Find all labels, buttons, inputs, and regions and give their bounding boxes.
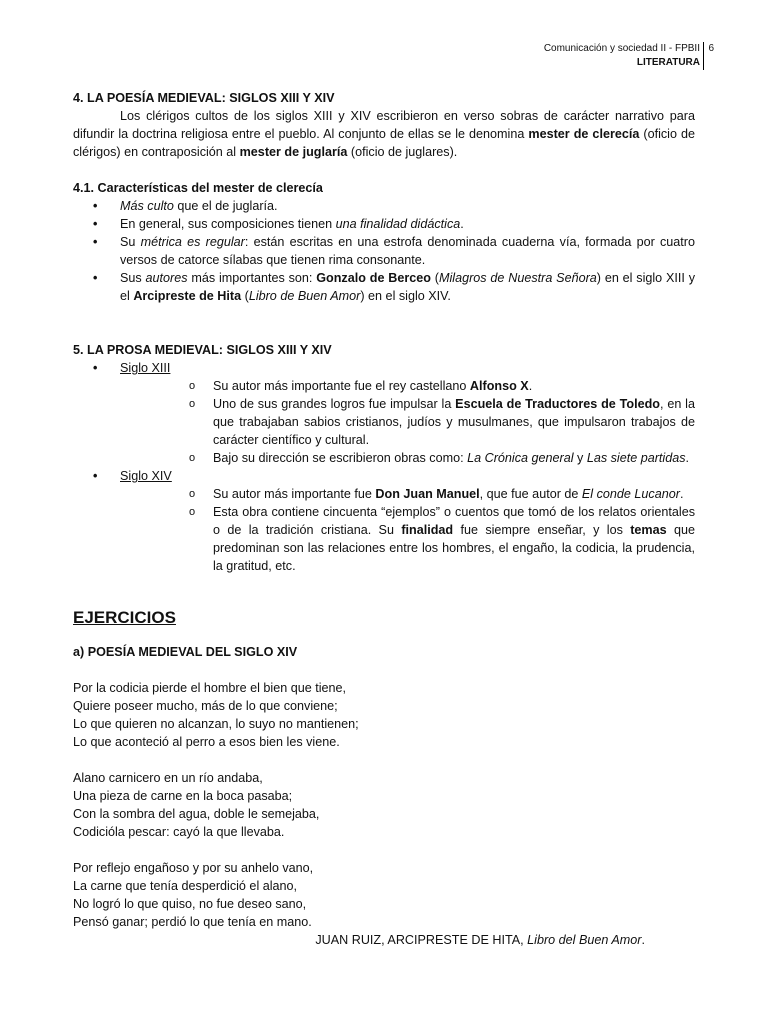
list-item: [73, 467, 695, 575]
text: Libro del Buen Amor: [527, 933, 642, 947]
section4-title: 4. LA POESÍA MEDIEVAL: SIGLOS XIII Y XIV: [73, 91, 335, 105]
text: ) en el siglo XIII y el: [120, 271, 696, 303]
text: , que fue autor de: [479, 487, 582, 501]
list-item: [73, 215, 695, 233]
exercises-subheading: a) POESÍA MEDIEVAL DEL SIGLO XIV: [73, 645, 298, 659]
page-content: [73, 89, 695, 949]
text: Bajo su dirección se escribieron obras como:: [213, 451, 468, 465]
verse-line: Por la codicia pierde el hombre el bien que tiene,: [73, 681, 347, 695]
poem-attribution: [73, 931, 695, 949]
text: finalidad: [401, 523, 454, 537]
poem: [73, 679, 695, 931]
exercises-heading: EJERCICIOS: [73, 608, 176, 627]
text: métrica es regular: [140, 235, 245, 249]
page-number: 6: [708, 43, 714, 54]
list-item: [166, 377, 695, 395]
characteristics-list: [73, 197, 695, 305]
text: .: [679, 487, 684, 501]
text: que predominan son las relaciones entre los hombres, el engaño, la codicia, la prudencia, la gratitud, etc.: [213, 523, 695, 573]
text: y: [573, 451, 587, 465]
text: La Crónica general: [467, 451, 574, 465]
section5-title: 5. LA PROSA MEDIEVAL: SIGLOS XIII Y XIV: [73, 343, 332, 357]
verse-line: Una pieza de carne en la boca pasaba;: [73, 789, 293, 803]
text: Libro de Buen Amor: [248, 289, 361, 303]
verse-line: Con la sombra del agua, doble le semejaba,: [73, 807, 320, 821]
text: Gonzalo de Berceo: [316, 271, 431, 285]
text: Uno de sus grandes logros fue impulsar la: [213, 397, 456, 411]
text: (oficio de clérigos) en contraposición al: [73, 127, 696, 159]
header-divider: [703, 42, 704, 70]
verse-line: Por reflejo engañoso y por su anhelo vano,: [73, 861, 314, 875]
text: una finalidad didáctica: [335, 217, 461, 231]
text: El conde Lucanor: [581, 487, 680, 501]
verse-line: No logró lo que quiso, no fue deseo sano,: [73, 897, 307, 911]
text: (: [241, 289, 249, 303]
text: Su autor más importante fue el rey castellano: [213, 379, 470, 393]
text: Las siete partidas: [586, 451, 686, 465]
verse-line: Codicióla pescar: cayó la que llevaba.: [73, 825, 285, 839]
sublist: [120, 377, 695, 467]
text: ) en el siglo XIV.: [360, 289, 451, 303]
century-label: Siglo XIII: [120, 361, 171, 375]
text: En general, sus composiciones tienen: [120, 217, 336, 231]
text: .: [460, 217, 464, 231]
list-item: [166, 485, 695, 503]
sublist: [120, 485, 695, 575]
text: Alfonso X: [469, 379, 529, 393]
header-course: Comunicación y sociedad II - FPBII: [543, 43, 700, 54]
text: .: [528, 379, 533, 393]
text: (: [430, 271, 440, 285]
header-subject: LITERATURA: [636, 57, 700, 68]
text: : están escritas en una estrofa denominada cuaderna vía, formada por cuatro versos de catorce sílabas que tienen rima consonante.: [120, 235, 695, 267]
text: .: [685, 451, 690, 465]
text: más importantes son:: [187, 271, 317, 285]
list-item: [73, 269, 695, 305]
text: Su autor más importante fue: [213, 487, 376, 501]
century-label: Siglo XIV: [120, 469, 172, 483]
text: Escuela de Traductores de Toledo: [455, 397, 660, 411]
text: fue siempre enseñar, y los: [453, 523, 631, 537]
prose-list: [73, 359, 695, 575]
text: Don Juan Manuel: [375, 487, 480, 501]
verse-line: La carne que tenía desperdició el alano,: [73, 879, 298, 893]
text: Esta obra contiene cincuenta “ejemplos” o cuentos que tomó de los relatos orientales o de la tradición cristiana. Su: [213, 505, 695, 537]
list-item: [73, 359, 695, 467]
text: , en la que trabajaban sabios cristianos, judíos y musulmanes, que impulsaron trabajos de carácter científico y cultural.: [213, 397, 695, 447]
list-item: [73, 233, 695, 269]
verse-line: Alano carnicero en un río andaba,: [73, 771, 263, 785]
text: que el de juglaría.: [173, 199, 278, 213]
list-item: [73, 197, 695, 215]
text: temas: [630, 523, 667, 537]
verse-line: Lo que quieren no alcanzan, lo suyo no mantienen;: [73, 717, 359, 731]
verse-line: Quiere poseer mucho, más de lo que conviene;: [73, 699, 338, 713]
section4-paragraph: [73, 107, 695, 161]
text: (oficio de juglares).: [347, 145, 458, 159]
text: JUAN RUIZ, ARCIPRESTE DE HITA,: [315, 933, 528, 947]
text: Más culto: [120, 199, 174, 213]
term-mester-juglaria: mester de juglaría: [239, 145, 348, 159]
list-item: [166, 449, 695, 467]
page-header: [544, 42, 700, 70]
text: .: [641, 933, 645, 947]
list-item: [166, 503, 695, 575]
text: Sus: [120, 271, 146, 285]
text: Los clérigos cultos de los siglos XIII y XIV escribieron en verso sobras de carácter narrativo para difundir la doctrina religiosa entre el pueblo. Al conjunto de ellas se le denomina: [73, 109, 695, 141]
section41-title: 4.1. Características del mester de clerecía: [73, 181, 323, 195]
term-mester-clerecia: mester de clerecía: [528, 127, 640, 141]
verse-line: Pensó ganar; perdió lo que tenía en mano.: [73, 915, 312, 929]
text: Arcipreste de Hita: [133, 289, 242, 303]
text: Milagros de Nuestra Señora: [439, 271, 597, 285]
verse-line: Lo que aconteció al perro a esos bien les viene.: [73, 735, 340, 749]
list-item: [166, 395, 695, 449]
text: Su: [120, 235, 141, 249]
text: autores: [145, 271, 188, 285]
